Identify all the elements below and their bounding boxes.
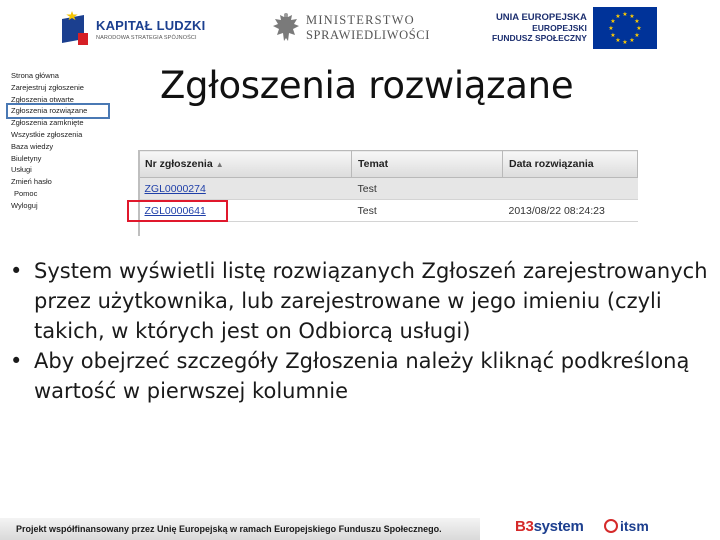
bullet-item bbox=[6, 346, 716, 406]
svg-text:★: ★ bbox=[634, 32, 640, 39]
sidebar-item-all-tickets[interactable]: Wszystkie zgłoszenia bbox=[11, 129, 83, 139]
sidebar-item-resolved-tickets[interactable]: Zgłoszenia rozwiązane bbox=[8, 105, 108, 117]
svg-text:★: ★ bbox=[622, 39, 628, 46]
bullet-list bbox=[6, 256, 716, 406]
sort-ascending-icon: ▲ bbox=[215, 160, 224, 169]
svg-text:★: ★ bbox=[634, 18, 640, 25]
svg-text:★: ★ bbox=[615, 37, 621, 44]
resolved-tickets-table bbox=[138, 150, 638, 236]
sidebar-item-home[interactable]: Strona główna bbox=[11, 71, 59, 80]
footer bbox=[0, 514, 720, 540]
b3system-logo: B3system bbox=[515, 518, 584, 535]
sidebar-item-services[interactable]: Usługi bbox=[11, 165, 32, 175]
itsm-mark-icon bbox=[604, 519, 618, 533]
column-header-resolution-date[interactable]: Data rozwiązania bbox=[503, 151, 638, 178]
resolution-date-cell bbox=[503, 178, 638, 200]
highlight-box bbox=[127, 200, 228, 222]
svg-text:★: ★ bbox=[636, 25, 642, 32]
sidebar-item-closed-tickets[interactable]: Zgłoszenia zamknięte bbox=[11, 118, 84, 128]
sidebar-item-bulletins[interactable]: Biuletyny bbox=[11, 153, 42, 163]
bullet-marker: • bbox=[10, 259, 23, 283]
kapital-ludzki-title: KAPITAŁ LUDZKI bbox=[96, 17, 206, 33]
footer-text: Projekt współfinansowany przez Unię Europejską w ramach Europejskiego Funduszu Społecznego. bbox=[16, 524, 442, 534]
bullet-marker: • bbox=[10, 349, 23, 373]
ministry-logo bbox=[272, 8, 432, 48]
svg-text:★: ★ bbox=[615, 13, 621, 20]
ministry-name-line2: SPRAWIEDLIWOŚCI bbox=[306, 28, 430, 42]
eu-line3: FUNDUSZ SPOŁECZNY bbox=[492, 33, 587, 43]
svg-text:★: ★ bbox=[629, 37, 635, 44]
table-row bbox=[139, 178, 638, 200]
sidebar-item-logout[interactable]: Wyloguj bbox=[11, 200, 38, 210]
sidebar-item-help[interactable]: Pomoc bbox=[14, 188, 38, 198]
column-header-ticket-number[interactable]: Nr zgłoszenia ▲ bbox=[139, 151, 352, 178]
subject-cell: Test bbox=[352, 178, 503, 200]
header bbox=[0, 0, 720, 58]
ticket-link[interactable]: ZGL0000274 bbox=[144, 182, 206, 195]
ticket-number-cell bbox=[139, 178, 352, 200]
ticket-link[interactable]: ZGL0000641 bbox=[144, 204, 206, 217]
page-title: Zgłoszenia rozwiązane bbox=[160, 64, 574, 107]
eagle-emblem-icon bbox=[272, 11, 300, 45]
kapital-ludzki-logo bbox=[62, 6, 212, 52]
itsm-logo: itsm bbox=[604, 518, 649, 534]
column-header-subject[interactable]: Temat bbox=[352, 151, 503, 178]
resolution-date-cell: 2013/08/22 08:24:23 bbox=[503, 200, 638, 222]
eu-flag-icon bbox=[593, 7, 657, 49]
ministry-name-line1: MINISTERSTWO bbox=[306, 13, 415, 27]
bullet-item bbox=[6, 256, 716, 346]
svg-text:★: ★ bbox=[610, 32, 616, 39]
eu-line2: EUROPEJSKI bbox=[532, 23, 587, 33]
svg-text:★: ★ bbox=[608, 25, 614, 32]
sidebar-item-change-password[interactable]: Zmień hasło bbox=[11, 177, 52, 187]
bullet-text: System wyświetli listę rozwiązanych Zgłoszeń zarejestrowanych przez użytkownika, lub zarejestrowane w jego imieniu (czyli takich, w których jest on Odbiorcą usługi) bbox=[34, 259, 708, 343]
svg-text:★: ★ bbox=[629, 13, 635, 20]
kapital-ludzki-subtitle: NARODOWA STRATEGIA SPÓJNOŚCI bbox=[96, 34, 197, 41]
subject-cell: Test bbox=[352, 200, 503, 222]
bullet-text: Aby obejrzeć szczegóły Zgłoszenia należy kliknąć podkreśloną wartość w pierwszej kolumnie bbox=[34, 349, 690, 403]
eu-line1: UNIA EUROPEJSKA bbox=[495, 12, 587, 23]
sidebar-item-register-ticket[interactable]: Zarejestruj zgłoszenie bbox=[11, 82, 84, 92]
eu-logo bbox=[492, 6, 658, 50]
kapital-ludzki-mark-icon bbox=[62, 9, 92, 49]
svg-text:★: ★ bbox=[622, 11, 628, 18]
sidebar-menu bbox=[8, 70, 108, 212]
svg-text:★: ★ bbox=[610, 18, 616, 25]
sidebar-item-knowledge-base[interactable]: Baza wiedzy bbox=[11, 141, 54, 151]
sidebar-item-open-tickets[interactable]: Zgłoszenia otwarte bbox=[11, 94, 74, 104]
